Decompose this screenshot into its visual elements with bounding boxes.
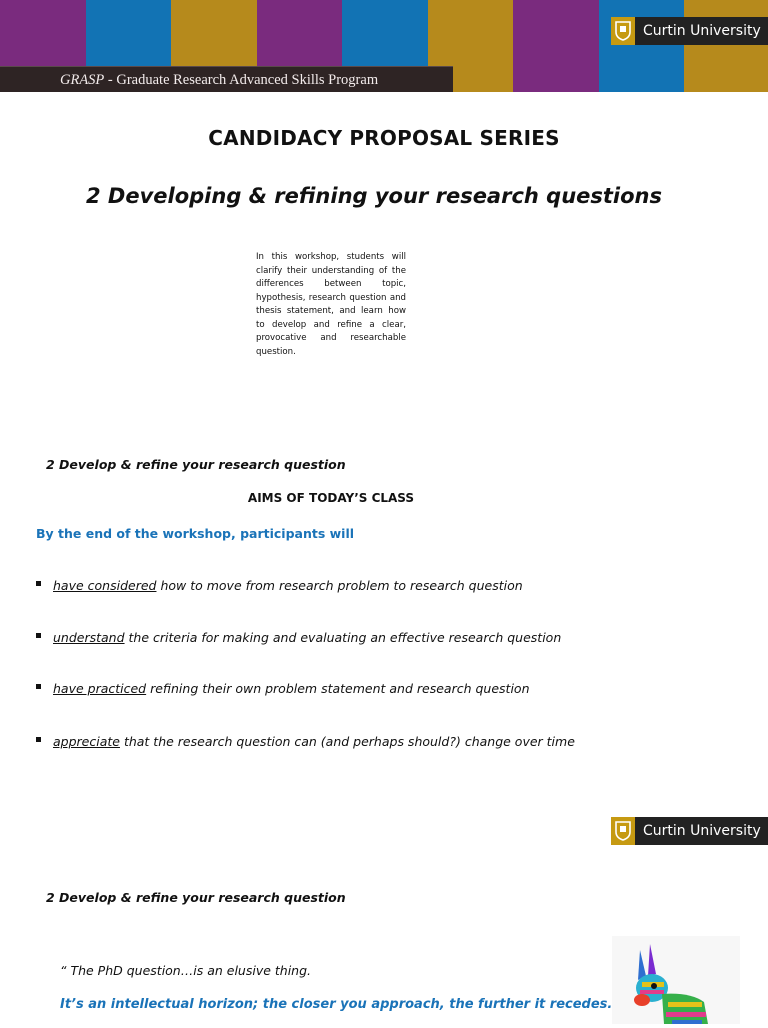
list-item [36, 630, 561, 645]
bullet-icon [36, 737, 41, 742]
crest-icon [611, 17, 635, 45]
intro-paragraph: In this workshop, students will clarify their understanding of the differences between topic, hypothesis, research question and thesis statement, and learn how to develop and refine a clear, provocative and researchable question. [256, 252, 406, 357]
page-title: CANDIDACY PROPOSAL SERIES [208, 126, 560, 150]
bullet-text: refining their own problem statement and research question [146, 681, 530, 696]
quote-line-2: It’s an intellectual horizon; the closer you approach, the further it recedes. [60, 997, 613, 1012]
section1-heading: 2 Develop & refine your research question [46, 457, 346, 472]
bullet-text: the criteria for making and evaluating an effective research question [124, 630, 562, 645]
quote-line-1: “ The PhD question…is an elusive thing. [60, 963, 312, 978]
header-banner [0, 0, 768, 92]
bullet-icon [36, 633, 41, 638]
logo-text: Curtin University [643, 23, 761, 39]
curtin-logo[interactable] [611, 17, 768, 45]
pinata-icon [612, 936, 740, 1024]
list-item [36, 681, 530, 696]
list-item [36, 578, 523, 593]
bullet-text: how to move from research problem to research question [156, 578, 523, 593]
pinata-image [612, 936, 740, 1024]
banner-stripe [684, 0, 768, 92]
bullet-verb: have practiced [53, 681, 147, 696]
logo-text: Curtin University [643, 823, 761, 839]
aims-lead: By the end of the workshop, participants will [36, 526, 355, 541]
page-subtitle: 2 Developing & refining your research questions [85, 184, 663, 208]
bullet-text: that the research question can (and perhaps should?) change over time [119, 734, 575, 749]
curtin-logo-2[interactable] [611, 817, 768, 845]
crest-icon [611, 817, 635, 845]
bullet-verb: appreciate [53, 734, 120, 749]
bullet-icon [36, 684, 41, 689]
program-title [60, 72, 378, 89]
bullet-verb: have considered [53, 578, 157, 593]
bullet-icon [36, 581, 41, 586]
list-item [36, 734, 575, 749]
section2-heading: 2 Develop & refine your research question [46, 890, 346, 905]
aims-heading: AIMS OF TODAY’S CLASS [247, 491, 415, 505]
banner-stripe [599, 0, 684, 92]
banner-stripe [513, 0, 599, 92]
program-abbr: GRASP [60, 72, 105, 88]
program-name: - Graduate Research Advanced Skills Program [104, 72, 379, 88]
bullet-verb: understand [53, 630, 125, 645]
